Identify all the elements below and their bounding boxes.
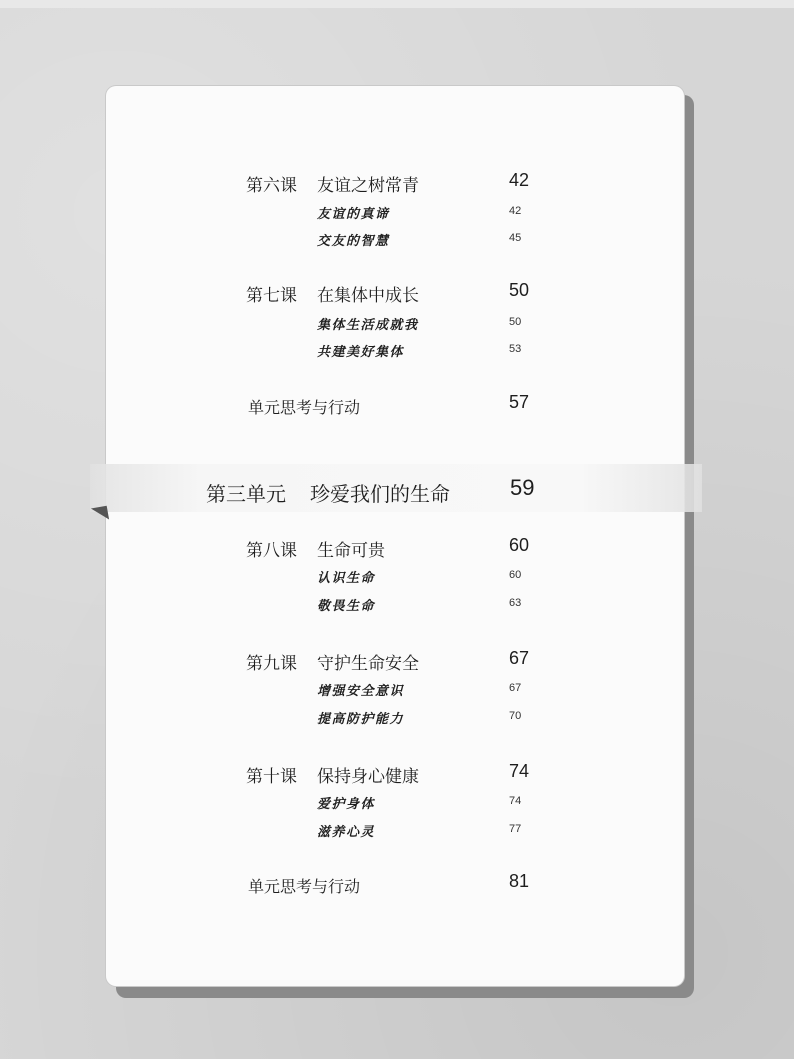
lesson-title: 友谊之树常青	[317, 176, 419, 196]
unit-title: 珍爱我们的生命	[310, 482, 450, 506]
book-page	[106, 86, 684, 986]
subsection-title: 交友的智慧	[317, 234, 390, 249]
subsection-title: 认识生命	[317, 571, 376, 586]
lesson-page-number: 42	[509, 170, 530, 190]
lesson-label: 第六课	[246, 176, 297, 196]
subsection-title: 友谊的真谛	[317, 207, 390, 222]
lesson-page-number: 67	[509, 648, 530, 668]
unit-label: 第三单元	[206, 482, 286, 506]
subsection-page-number: 63	[509, 597, 522, 609]
lesson-label: 第十课	[246, 767, 297, 787]
lesson-title: 守护生命安全	[317, 654, 419, 674]
lesson-label: 第九课	[246, 654, 297, 674]
lesson-title: 保持身心健康	[317, 767, 419, 787]
lesson-title: 在集体中成长	[317, 286, 419, 306]
subsection-page-number: 70	[509, 710, 522, 722]
lesson-title: 生命可贵	[317, 541, 385, 561]
subsection-page-number: 60	[509, 569, 522, 581]
subsection-title: 共建美好集体	[317, 345, 405, 360]
subsection-page-number: 77	[509, 823, 522, 835]
summary-title: 单元思考与行动	[248, 877, 361, 896]
summary-title: 单元思考与行动	[248, 398, 361, 417]
summary-page-number: 81	[509, 871, 530, 891]
unit-page-number: 59	[510, 475, 535, 500]
subsection-title: 集体生活成就我	[317, 318, 419, 333]
lesson-label: 第八课	[246, 541, 297, 561]
subsection-page-number: 50	[509, 316, 522, 328]
subsection-title: 爱护身体	[317, 797, 376, 812]
subsection-page-number: 42	[509, 205, 522, 217]
subsection-title: 滋养心灵	[317, 825, 376, 840]
subsection-page-number: 45	[509, 232, 522, 244]
subsection-page-number: 67	[509, 682, 522, 694]
subsection-page-number: 53	[509, 343, 522, 355]
subsection-title: 提高防护能力	[317, 712, 405, 727]
summary-page-number: 57	[509, 392, 530, 412]
subsection-title: 增强安全意识	[317, 684, 405, 699]
scan-edge	[0, 0, 794, 8]
subsection-page-number: 74	[509, 795, 522, 807]
lesson-page-number: 74	[509, 761, 530, 781]
page-corner-mark	[91, 506, 109, 523]
lesson-label: 第七课	[246, 286, 297, 306]
subsection-title: 敬畏生命	[317, 599, 376, 614]
lesson-page-number: 60	[509, 535, 530, 555]
lesson-page-number: 50	[509, 280, 530, 300]
